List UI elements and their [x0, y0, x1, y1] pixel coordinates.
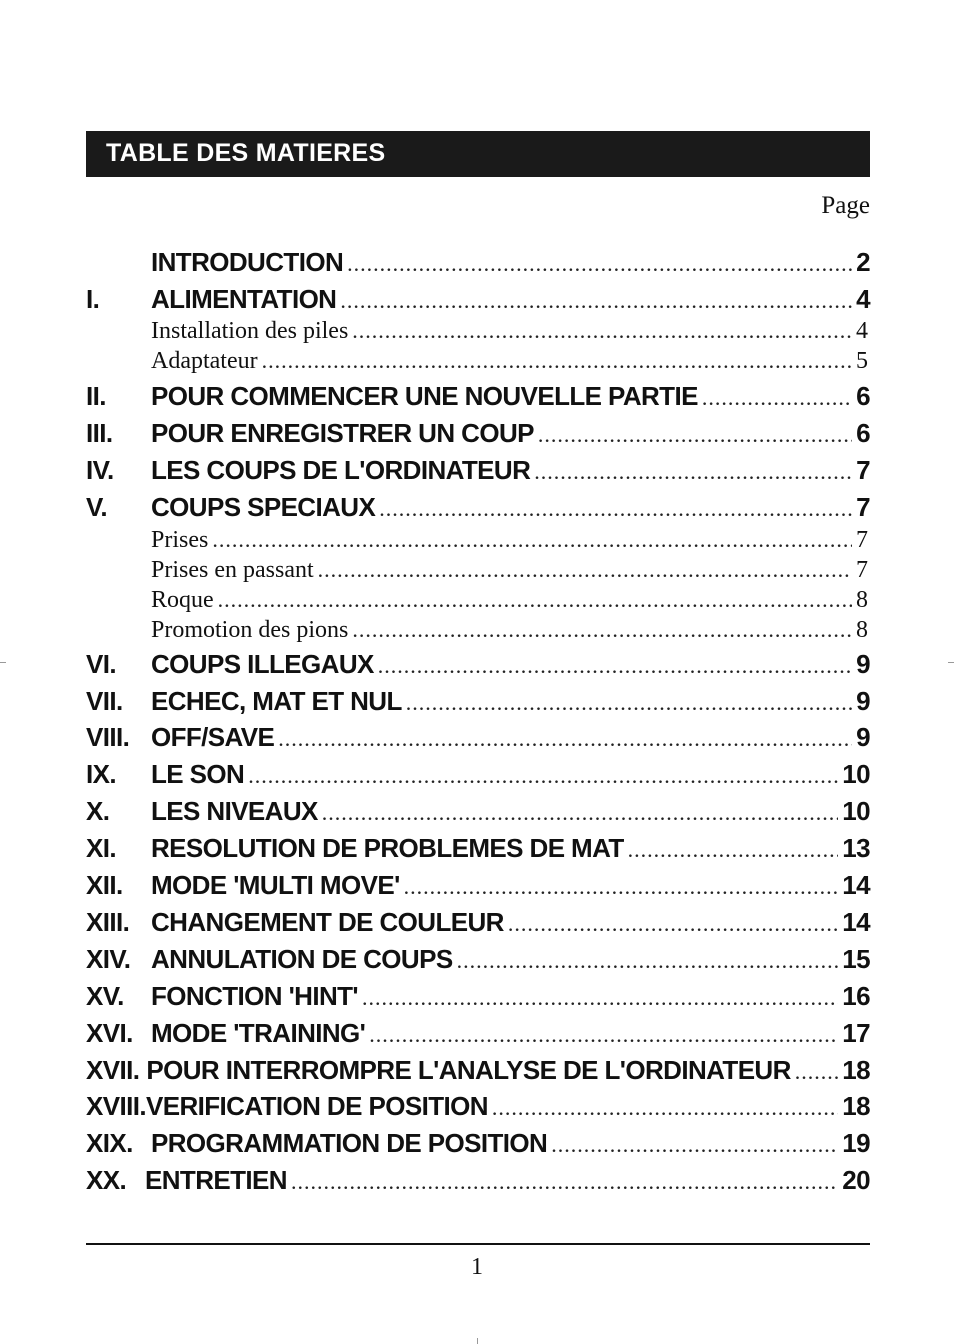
toc-entry-label: LES NIVEAUX [151, 796, 318, 826]
toc-entry [86, 247, 870, 283]
toc-entry-label: VERIFICATION DE POSITION [145, 1091, 488, 1121]
toc-entry [86, 686, 870, 722]
toc-entry-page: 10 [842, 796, 870, 826]
toc-entry-number: III. [86, 418, 113, 448]
toc-entry-label: PROGRAMMATION DE POSITION [151, 1128, 548, 1158]
toc-entry-number: XI. [86, 833, 116, 863]
toc-entry-number: X. [86, 796, 110, 826]
toc-entry-label: Roque [151, 587, 214, 613]
toc-entry-label: ENTRETIEN [145, 1165, 287, 1195]
footer-divider [86, 1243, 870, 1245]
toc-entry-page: 7 [856, 527, 868, 553]
toc-entry-label: Prises [151, 527, 209, 553]
toc-entry [86, 455, 870, 491]
crop-mark-right [948, 662, 954, 663]
toc-entry-page: 5 [856, 348, 868, 374]
toc-leader-dots [291, 1169, 838, 1195]
toc-entry [86, 759, 870, 795]
toc-entry-label: RESOLUTION DE PROBLEMES DE MAT [151, 833, 624, 863]
toc-entry-label: ECHEC, MAT ET NUL [151, 686, 402, 716]
toc-subentry [86, 348, 870, 378]
toc-entry [86, 1091, 870, 1127]
toc-entry-page: 6 [856, 381, 870, 411]
toc-entry [86, 1055, 870, 1091]
toc-leader-dots [457, 948, 839, 974]
toc-entry-page: 6 [856, 418, 870, 448]
toc-entry-number: XIX. [86, 1128, 133, 1158]
toc-entry-label: INTRODUCTION [151, 247, 344, 277]
toc-entry-page: 7 [856, 455, 870, 485]
toc-entry [86, 1128, 870, 1164]
toc-entry-number: XVI. [86, 1018, 133, 1048]
toc-leader-dots [795, 1059, 838, 1085]
toc-leader-dots [352, 318, 852, 344]
toc-entry [86, 833, 870, 869]
page-column-label: Page [821, 192, 870, 219]
toc-entry-label: FONCTION 'HINT' [151, 981, 359, 1011]
toc-entry-label: ALIMENTATION [151, 284, 337, 314]
toc-entry-page: 7 [856, 557, 868, 583]
toc-entry [86, 722, 870, 758]
toc-entry-label: CHANGEMENT DE COULEUR [151, 907, 504, 937]
toc-entry-page: 17 [842, 1018, 870, 1048]
toc-entry-label: Installation des piles [151, 318, 349, 344]
toc-entry-page: 9 [856, 649, 870, 679]
toc-entry [86, 418, 870, 454]
toc-entry-page: 19 [842, 1128, 870, 1158]
toc-entry [86, 944, 870, 980]
toc-leader-dots [347, 251, 852, 277]
toc-leader-dots [262, 348, 852, 374]
toc-entry-page: 13 [842, 833, 870, 863]
toc-subentry [86, 557, 870, 587]
toc-leader-dots [362, 985, 838, 1011]
toc-entry [86, 1165, 870, 1201]
crop-mark-left [0, 662, 6, 663]
toc-leader-dots [248, 763, 838, 789]
toc-entry-number: XIV. [86, 944, 131, 974]
toc-entry-number: IV. [86, 455, 114, 485]
toc-leader-dots [702, 385, 852, 411]
toc-entry-page: 14 [842, 870, 870, 900]
toc-leader-dots [534, 459, 852, 485]
toc-entry [86, 381, 870, 417]
toc-entry-label: POUR ENREGISTRER UN COUP [151, 418, 534, 448]
page-title: TABLE DES MATIERES [106, 139, 386, 167]
toc-entry-number: XV. [86, 981, 124, 1011]
toc-entry-number: II. [86, 381, 106, 411]
toc-entry [86, 492, 870, 528]
toc-entry-number: VII. [86, 686, 123, 716]
toc-entry-page: 20 [842, 1165, 870, 1195]
toc-leader-dots [322, 800, 838, 826]
toc-entry-page: 18 [842, 1091, 870, 1121]
toc-leader-dots [628, 837, 839, 863]
toc-entry-label: OFF/SAVE [151, 722, 275, 752]
toc-subentry [86, 318, 870, 348]
toc-entry-label: LES COUPS DE L'ORDINATEUR [151, 455, 531, 485]
toc-leader-dots [369, 1022, 838, 1048]
toc-leader-dots [538, 422, 852, 448]
toc-entry [86, 1018, 870, 1054]
toc-entry-page: 15 [842, 944, 870, 974]
toc-entry-page: 14 [842, 907, 870, 937]
footer-page-number: 1 [471, 1254, 483, 1280]
toc-entry-number: I. [86, 284, 100, 314]
toc-entry-page: 2 [856, 247, 870, 277]
toc-entry-number: V. [86, 492, 107, 522]
toc-entry-page: 10 [842, 759, 870, 789]
toc-subentry [86, 617, 870, 647]
toc-entry-label: MODE 'MULTI MOVE' [151, 870, 400, 900]
toc-entry-page: 18 [842, 1055, 870, 1085]
toc-entry-page: 7 [856, 492, 870, 522]
toc-entry-number: VI. [86, 649, 116, 679]
toc-leader-dots [551, 1132, 838, 1158]
toc-entry-page: 4 [856, 284, 870, 314]
toc-entry-label: MODE 'TRAINING' [151, 1018, 366, 1048]
toc-entry-page: 9 [856, 722, 870, 752]
crop-mark-bottom [477, 1338, 478, 1344]
toc-entry [86, 649, 870, 685]
toc-entry-label: POUR COMMENCER UNE NOUVELLE PARTIE [151, 381, 698, 411]
toc-entry-label: ANNULATION DE COUPS [151, 944, 453, 974]
toc-entry-number: XII. [86, 870, 123, 900]
toc-entry [86, 981, 870, 1017]
toc-entry-number: VIII. [86, 722, 130, 752]
toc-entry [86, 284, 870, 320]
toc-leader-dots [318, 557, 852, 583]
toc-entry [86, 870, 870, 906]
toc-entry-label: COUPS SPECIAUX [151, 492, 376, 522]
toc-leader-dots [404, 874, 839, 900]
toc-entry-number: IX. [86, 759, 116, 789]
toc-leader-dots [406, 690, 852, 716]
toc-entry-page: 8 [856, 587, 868, 613]
toc-leader-dots [218, 587, 852, 613]
toc-leader-dots [340, 288, 852, 314]
toc-entry-number: XX. [86, 1165, 127, 1195]
toc-entry-label: POUR INTERROMPRE L'ANALYSE DE L'ORDINATEUR [146, 1055, 791, 1085]
toc-entry-page: 16 [842, 981, 870, 1011]
toc-leader-dots [352, 617, 852, 643]
toc-entry-page: 8 [856, 617, 868, 643]
toc-entry-label: Promotion des pions [151, 617, 349, 643]
toc-entry-number: XIII. [86, 907, 130, 937]
toc-leader-dots [508, 911, 838, 937]
toc-entry-page: 4 [856, 318, 868, 344]
toc-entry-page: 9 [856, 686, 870, 716]
toc-entry-label: LE SON [151, 759, 245, 789]
toc-leader-dots [278, 726, 852, 752]
toc-subentry [86, 587, 870, 617]
toc-entry-number: XVII. [86, 1055, 140, 1085]
toc-entry-label: Adaptateur [151, 348, 258, 374]
toc-leader-dots [379, 496, 852, 522]
toc-leader-dots [212, 527, 852, 553]
toc-entry-label: COUPS ILLEGAUX [151, 649, 374, 679]
toc-leader-dots [378, 653, 852, 679]
toc-entry-number: XVIII. [86, 1091, 146, 1121]
toc-entry [86, 907, 870, 943]
toc-entry-label: Prises en passant [151, 557, 314, 583]
toc-leader-dots [492, 1095, 838, 1121]
toc-entry [86, 796, 870, 832]
toc-subentry [86, 527, 870, 557]
